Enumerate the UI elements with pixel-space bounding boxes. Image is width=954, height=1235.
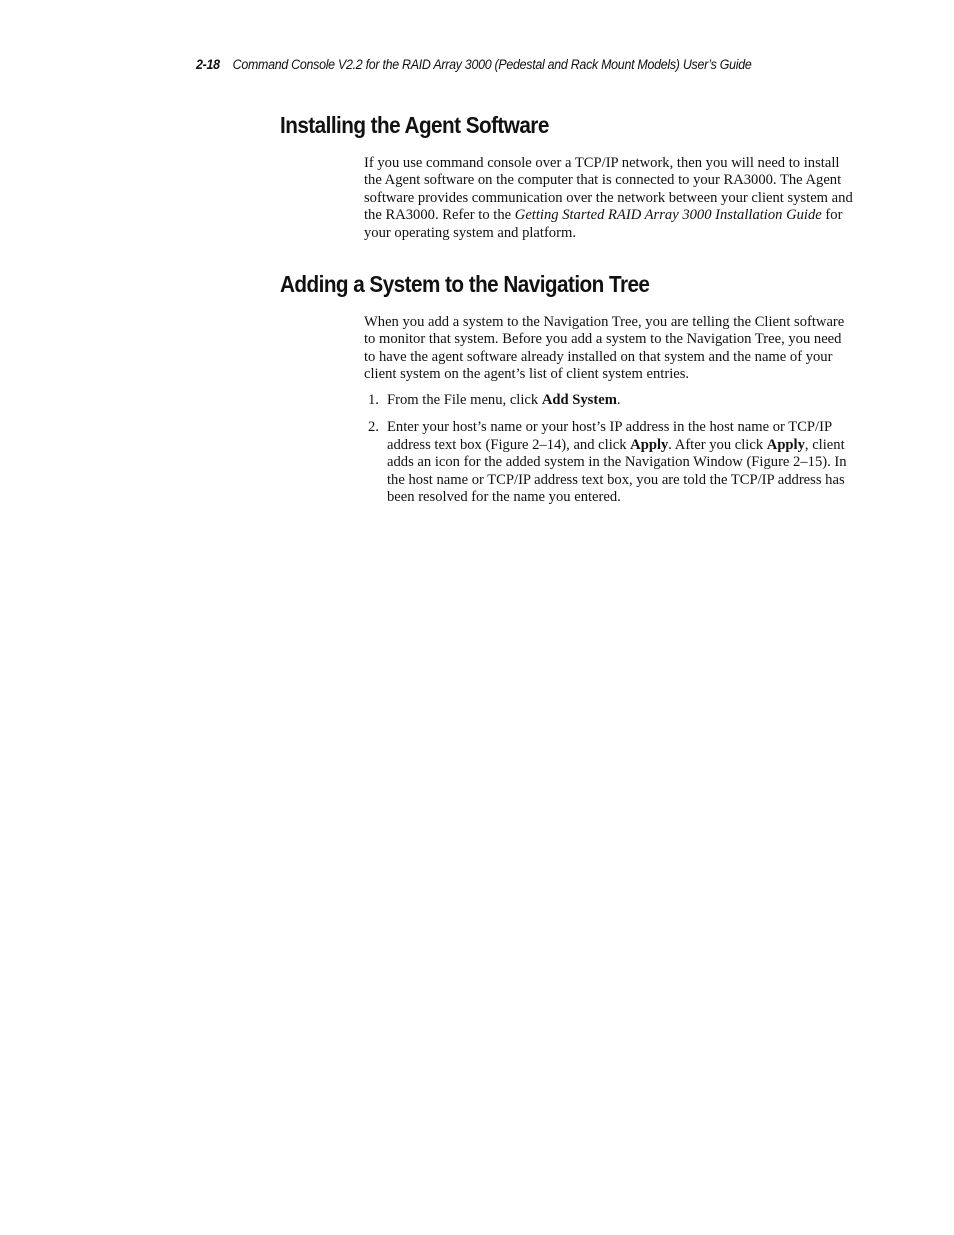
document-title: Command Console V2.2 for the RAID Array 3000 (Pedestal and Rack Mount Models) User’s Guide (232, 57, 752, 72)
step-number: 2. (368, 419, 379, 436)
guide-reference: Getting Started RAID Array 3000 Installation Guide (514, 207, 822, 224)
step-text: Enter your host’s name or your host’s IP address in the host name or TCP/IP address text box (Figure 2–14), and click (387, 419, 832, 453)
step-text: , client adds an icon for the added system in the Navigation Window (Figure 2–15). In the host name or TCP/IP address text box, you are told the TCP/IP address has been resolved for the name you entered. (387, 436, 847, 506)
menu-command: Add System (541, 392, 617, 408)
paragraph-text: If you use command console over a TCP/IP network, then you will need to install the Agent software on the computer that is connected to your RA3000. The Agent software provides communication over the network between your client system and the RA3000. Refer to the (364, 155, 853, 224)
step-text: . After you click (668, 436, 767, 453)
button-reference: Apply (766, 436, 805, 453)
step-number: 1. (368, 392, 379, 408)
running-header (196, 57, 840, 72)
step-text: From the File menu, click (387, 392, 542, 408)
section-heading-adding-system: Adding a System to the Navigation Tree (280, 271, 650, 297)
step-item (364, 392, 854, 409)
procedure-steps (364, 392, 854, 516)
button-reference: Apply (630, 436, 669, 453)
installing-agent-paragraph (364, 155, 856, 242)
adding-system-paragraph: When you add a system to the Navigation Tree, you are telling the Client software to monitor that system. Before you add a system to the Navigation Tree, you need to have the agent software already installed on that system and the name of your client system on the agent’s list of client system entries. (364, 314, 845, 383)
page-number: 2-18 (196, 57, 220, 72)
paragraph-text: for your operating system and platform. (364, 207, 843, 241)
step-text: . (616, 392, 621, 408)
step-item (364, 419, 854, 506)
section-heading-installing-agent: Installing the Agent Software (280, 112, 549, 138)
